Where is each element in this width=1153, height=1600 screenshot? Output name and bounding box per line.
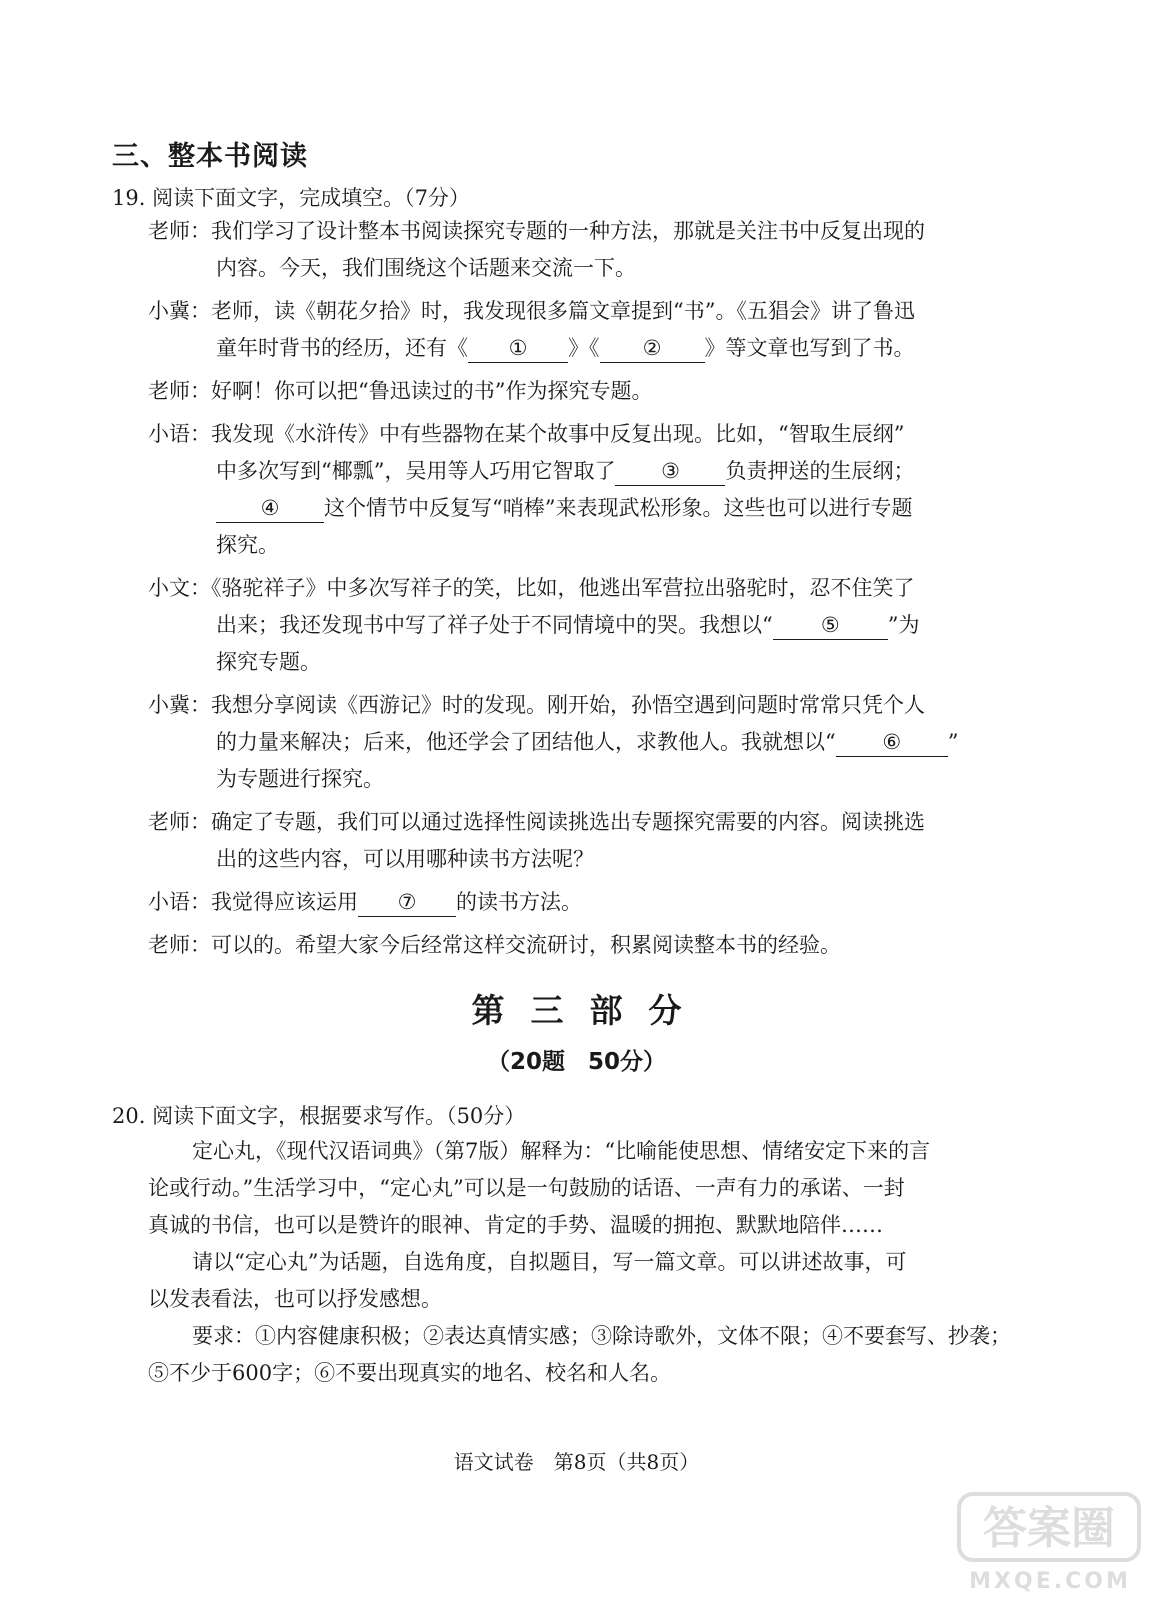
dialog-line: 探究。 bbox=[216, 533, 279, 557]
dialog-text: 的力量来解决；后来，他还学会了团结他人，求教他人。我就想以“ bbox=[216, 730, 836, 754]
dialog-line bbox=[148, 724, 988, 761]
dialog-line: 老师：可以的。希望大家今后经常这样交流研讨，积累阅读整本书的经验。 bbox=[148, 933, 841, 957]
prompt-line: 论或行动。”生活学习中，“定心丸”可以是一句鼓励的话语、一声有力的承诺、一封 bbox=[148, 1176, 905, 1200]
section-title: 三、整本书阅读 bbox=[112, 141, 308, 172]
prompt-line: 以发表看法，也可以抒发感想。 bbox=[148, 1287, 442, 1311]
dialog-text: 的读书方法。 bbox=[456, 890, 582, 914]
dialog-text: ” bbox=[947, 730, 959, 754]
dialog-line bbox=[148, 607, 988, 644]
fill-in-blank[interactable]: ② bbox=[600, 334, 705, 363]
dialog-line bbox=[148, 490, 988, 527]
dialog-text: 》等文章也写到了书。 bbox=[704, 336, 915, 360]
dialog-line: 出的这些内容，可以用哪种读书方法呢？ bbox=[216, 847, 594, 871]
fill-in-blank[interactable]: ⑥ bbox=[836, 728, 948, 757]
dialog-line bbox=[148, 453, 988, 490]
page-footer: 语文试卷 第8页（共8页） bbox=[453, 1450, 700, 1474]
fill-in-blank[interactable]: ⑦ bbox=[358, 888, 456, 917]
dialog-line: 老师：确定了专题，我们可以通过选择性阅读挑选出专题探究需要的内容。阅读挑选 bbox=[148, 810, 925, 834]
dialog-text: 中多次写到“椰瓢”，吴用等人巧用它智取了 bbox=[216, 459, 616, 483]
dialog-line: 小语：我发现《水浒传》中有些器物在某个故事中反复出现。比如，“智取生辰纲” bbox=[148, 422, 905, 446]
dialog-line: 为专题进行探究。 bbox=[216, 767, 384, 791]
dialog-line bbox=[148, 884, 988, 921]
part-subtitle: （20题 50分） bbox=[486, 1049, 666, 1075]
dialog-line bbox=[148, 330, 988, 367]
dialog-text: 这个情节中反复写“哨棒”来表现武松形象。这些也可以进行专题 bbox=[324, 496, 913, 520]
question-20-prompt bbox=[148, 1133, 1011, 1392]
dialog-text: 童年时背书的经历，还有《 bbox=[216, 336, 468, 360]
prompt-line: 定心丸，《现代汉语词典》（第7版）解释为：“比喻能使思想、情绪安定下来的言 bbox=[192, 1139, 931, 1163]
question-20-head: 20. 阅读下面文字，根据要求写作。（50分） bbox=[112, 1104, 526, 1128]
dialog-line: 老师：我们学习了设计整本书阅读探究专题的一种方法，那就是关注书中反复出现的 bbox=[148, 219, 925, 243]
prompt-line: 请以“定心丸”为话题，自选角度，自拟题目，写一篇文章。可以讲述故事，可 bbox=[192, 1250, 907, 1274]
dialog-line: 老师：好啊！你可以把“鲁迅读过的书”作为探究专题。 bbox=[148, 379, 653, 403]
dialog-text: ”为 bbox=[887, 613, 920, 637]
watermark-logo bbox=[955, 1488, 1145, 1598]
fill-in-blank[interactable]: ① bbox=[468, 334, 568, 363]
fill-in-blank[interactable]: ③ bbox=[615, 457, 725, 486]
question-19-dialog bbox=[148, 213, 988, 964]
dialog-text: 小语：我觉得应该运用 bbox=[148, 890, 358, 914]
dialog-line: 内容。今天，我们围绕这个话题来交流一下。 bbox=[216, 256, 636, 280]
prompt-line: 要求：①内容健康积极；②表达真情实感；③除诗歌外，文体不限；④不要套写、抄袭； bbox=[192, 1324, 1011, 1348]
question-19-head: 19. 阅读下面文字，完成填空。（7分） bbox=[112, 186, 470, 210]
dialog-text: 》《 bbox=[568, 336, 600, 360]
prompt-line: 真诚的书信，也可以是赞许的眼神、肯定的手势、温暖的拥抱、默默地陪伴…… bbox=[148, 1213, 883, 1237]
dialog-line: 小冀：我想分享阅读《西游记》时的发现。刚开始，孙悟空遇到问题时常常只凭个人 bbox=[148, 693, 925, 717]
dialog-line: 小文：《骆驼祥子》中多次写祥子的笑，比如，他逃出军营拉出骆驼时，忍不住笑了 bbox=[148, 576, 915, 600]
prompt-line: ⑤不少于600字；⑥不要出现真实的地名、校名和人名。 bbox=[148, 1361, 672, 1385]
dialog-text: 出来；我还发现书中写了祥子处于不同情境中的哭。我想以“ bbox=[216, 613, 773, 637]
part-title: 第三部分 bbox=[471, 991, 708, 1030]
svg-text:答案圈: 答案圈 bbox=[983, 1503, 1115, 1554]
fill-in-blank[interactable]: ⑤ bbox=[773, 611, 888, 640]
dialog-text: 负责押送的生辰纲； bbox=[725, 459, 915, 483]
svg-text:MXQE.COM: MXQE.COM bbox=[969, 1569, 1131, 1594]
dialog-line: 小冀：老师，读《朝花夕拾》时，我发现很多篇文章提到“书”。《五猖会》讲了鲁迅 bbox=[148, 299, 915, 323]
dialog-line: 探究专题。 bbox=[216, 650, 321, 674]
fill-in-blank[interactable]: ④ bbox=[216, 494, 324, 523]
